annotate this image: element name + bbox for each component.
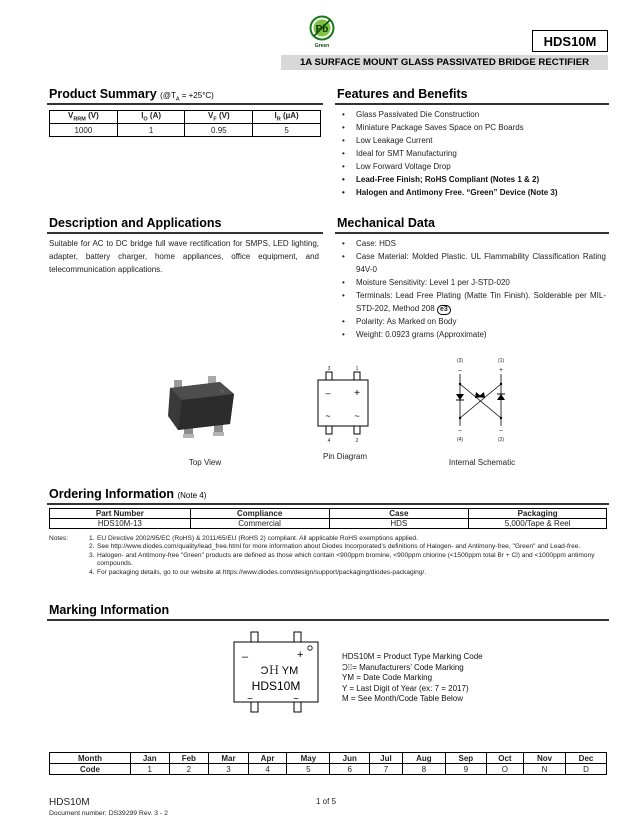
pin-label: 3 <box>327 366 331 372</box>
list-item: • Glass Passivated Die Construction <box>337 108 609 121</box>
marking-product-code: HDS10M <box>251 679 301 693</box>
legend-item: YM = Date Code Marking <box>342 673 433 683</box>
ordering-table <box>49 508 607 529</box>
part-number-box: HDS10M <box>532 30 608 52</box>
list-item: • Lead-Free Finish; RoHS Compliant (Notes 1 & 2) <box>337 173 609 186</box>
marking-chip <box>230 630 322 716</box>
list-item: • Weight: 0.0923 grams (Approximate) <box>337 328 606 341</box>
legend-item: Y = Last Digit of Year (ex: 7 = 2017) <box>342 683 469 693</box>
logo-label: Green <box>314 43 330 49</box>
schematic-symbol: – <box>458 367 462 374</box>
month-code-table <box>49 752 607 775</box>
section-rule <box>47 503 609 505</box>
description-text: Suitable for AC to DC bridge full wave rectification for SMPS, LED lighting, adapter, battery charger, home appliances, office equipment, and telecommunication applications. <box>49 239 319 274</box>
document-subtitle: 1A SURFACE MOUNT GLASS PASSIVATED BRIDGE RECTIFIER <box>281 55 608 70</box>
internal-schematic-caption: Internal Schematic <box>448 458 516 467</box>
pin-label: 4 <box>327 438 331 444</box>
features-heading: Features and Benefits <box>337 87 468 101</box>
legend-item: HDS10M = Product Type Marking Code <box>342 652 483 661</box>
marking-mfr-code: ϽＨ <box>260 665 280 677</box>
notes-label: Notes: <box>49 535 69 542</box>
table-row: HDS10M-13 Commercial HDS 5,000/Tape & Reel <box>50 519 607 529</box>
list-item: • Moisture Sensitivity: Level 1 per J-STD-020 <box>337 276 606 289</box>
schematic-pin-label: (4) <box>456 437 464 443</box>
note-item: 3. Halogen- and Antimony-free "Green" products are defined as those which contain <900ppm bromine, <900ppm chlorine (<1500ppm total Br + Cl) and <1000ppm antimony compounds. <box>89 551 595 568</box>
section-rule <box>47 619 609 621</box>
product-summary-heading: Product Summary $(@T_A = +25^\circ C)$ <box>49 87 214 103</box>
col-io: $I_O$ (A) <box>117 111 185 124</box>
note-item: 1. EU Directive 2002/95/EC (RoHS) & 2011/65/EU (RoHS 2) compliant. All applicable RoHS exemptions applied. <box>89 535 418 542</box>
col-ir: $I_R$ (µA) <box>253 111 321 124</box>
description-heading: Description and Applications <box>49 216 222 230</box>
section-rule <box>335 103 609 105</box>
value-io: 1 <box>117 124 185 137</box>
marking-ac: ~ <box>293 694 299 705</box>
pin-label: 1 <box>355 366 359 372</box>
marking-ac: ~ <box>247 694 253 705</box>
list-item: • Case Material: Molded Plastic. UL Flammability Classification Rating 94V-0 <box>337 250 606 276</box>
footer-part-number: HDS10M <box>49 797 90 808</box>
value-vf: 0.95 <box>185 124 253 137</box>
col-vf: $V_F$ (V) <box>185 111 253 124</box>
col-packaging: Packaging <box>469 509 607 519</box>
notes-block <box>49 535 607 577</box>
schematic-symbol: ~ <box>457 428 463 435</box>
pin-symbol: – <box>325 388 331 398</box>
marking-plus: + <box>297 649 304 661</box>
marking-minus: – <box>242 651 249 663</box>
list-item: • Miniature Package Saves Space on PC Boards <box>337 121 609 134</box>
legend-item: M = See Month/Code Table Below <box>342 694 464 704</box>
footer-document-number: Document number: DS39299 Rev. 3 - 2 <box>49 810 168 817</box>
schematic-symbol: + <box>498 367 504 374</box>
pin-diagram-caption: Pin Diagram <box>322 452 367 461</box>
value-ir: 5 <box>253 124 321 137</box>
list-item: • Polarity: As Marked on Body <box>337 315 606 328</box>
note-item: 2. See http://www.diodes.com/quality/lead_free.html for more information about Diodes Incorporated’s definitions of Halogen- and Antimony-free, "Green" and Lead-free. <box>89 543 581 551</box>
section-rule <box>47 232 323 234</box>
footer-page-number: 1 of 5 <box>316 797 337 806</box>
list-item: • Terminals: Lead Free Plating (Matte Tin Finish). Solderable per MIL-STD-202, Method 208 e3 <box>337 289 606 315</box>
legend-item: Ͻ⁞⁞= Manufacturers’ Code Marking <box>342 662 464 672</box>
list-item: • Ideal for SMT Manufacturing <box>337 147 609 160</box>
list-item: • Halogen and Antimony Free. “Green” Device (Note 3) <box>337 186 609 199</box>
marking-heading: Marking Information <box>49 603 170 617</box>
pin-symbol: ~ <box>354 411 360 421</box>
value-vrrm: 1000 <box>50 124 118 137</box>
marking-date-code: YM <box>281 665 299 677</box>
section-rule <box>47 103 323 105</box>
col-case: Case <box>329 509 469 519</box>
pin-label: 2 <box>355 438 359 444</box>
marking-legend <box>342 652 483 705</box>
green-logo <box>308 14 336 50</box>
internal-schematic <box>446 356 512 444</box>
features-list <box>337 108 609 199</box>
table-row: Code 1 2 3 4 5 6 7 8 9 O N D <box>50 764 607 775</box>
schematic-symbol: ~ <box>498 428 504 435</box>
pin-symbol: + <box>354 388 360 399</box>
mechanical-list <box>337 237 606 341</box>
pin-symbol: ~ <box>325 411 331 421</box>
schematic-pin-label: (3) <box>456 358 464 364</box>
pin-diagram <box>310 363 376 445</box>
top-view-image <box>160 372 245 444</box>
product-summary-table <box>49 110 321 137</box>
schematic-pin-label: (2) <box>497 437 505 443</box>
logo-text: Pb <box>315 24 329 35</box>
section-rule <box>335 232 609 234</box>
col-part-number: Part Number <box>50 509 191 519</box>
mechanical-heading: Mechanical Data <box>337 216 435 230</box>
e3-mark: e3 <box>437 305 451 315</box>
top-view-caption: Top View <box>188 458 222 467</box>
schematic-pin-label: (1) <box>497 358 505 364</box>
note-item: 4. For packaging details, go to our website at https://www.diodes.com/design/support/packaging/diodes-packaging/. <box>89 568 427 576</box>
list-item: • Low Forward Voltage Drop <box>337 160 609 173</box>
list-item: • Case: HDS <box>337 237 606 250</box>
ordering-heading: Ordering Information (Note 4) <box>49 487 207 501</box>
col-vrrm: $V_{RRM}$ (V) <box>50 111 118 124</box>
list-item: • Low Leakage Current <box>337 134 609 147</box>
col-compliance: Compliance <box>190 509 329 519</box>
table-row: Month Jan Feb Mar Apr May Jun Jul Aug Sep Oct Nov Dec <box>50 753 607 764</box>
